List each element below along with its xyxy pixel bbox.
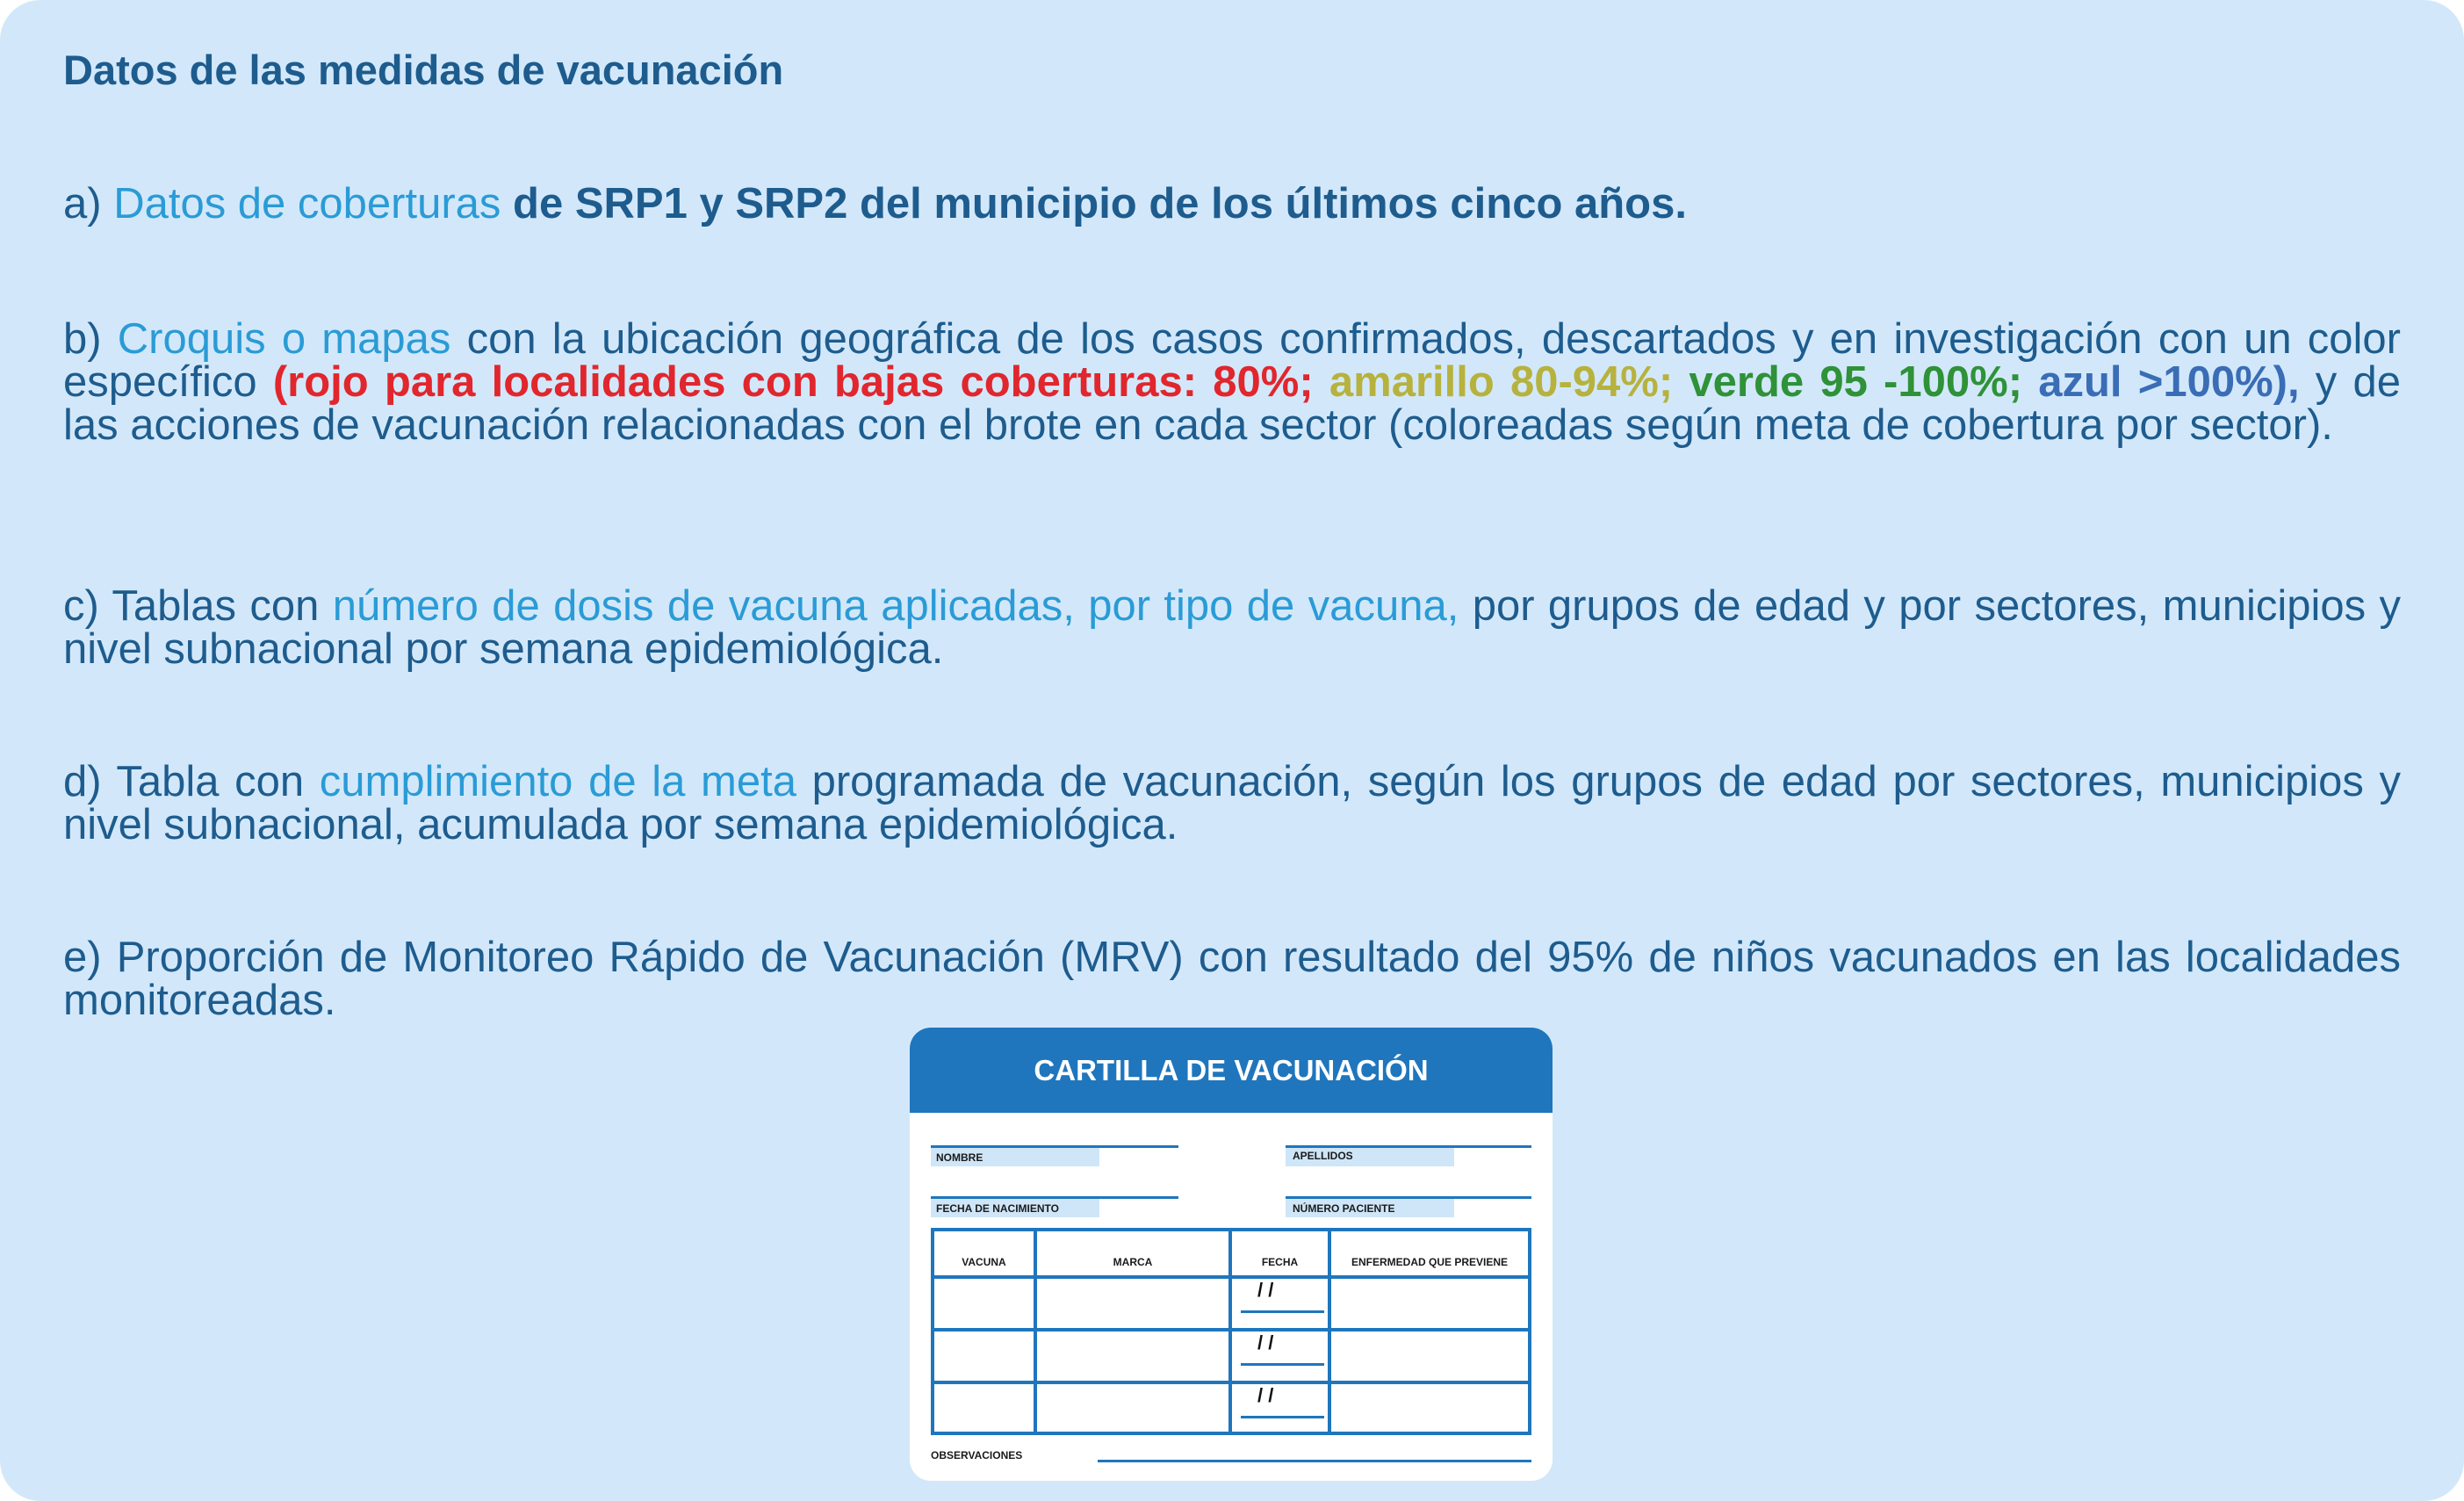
item-b-green: verde 95 -100%; [1673,358,2023,406]
column-header-enfermedad: ENFERMEDAD QUE PREVIENE [1351,1256,1509,1268]
fecha-nacimiento-field-line [931,1196,1178,1199]
table-divider [934,1381,1528,1384]
table-divider [934,1275,1528,1279]
date-line [1241,1363,1324,1366]
date-line [1241,1310,1324,1313]
apellidos-label: APELLIDOS [1293,1150,1353,1162]
apellidos-field-line [1286,1145,1531,1148]
item-e [63,936,2401,1022]
column-header-marca: MARCA [1113,1256,1153,1268]
column-header-fecha: FECHA [1261,1256,1299,1268]
card-header [910,1028,1553,1113]
date-separator: / / [1257,1279,1274,1301]
item-d-prefix: d) Tabla con [63,758,320,805]
numero-paciente-label: NÚMERO PACIENTE [1293,1202,1395,1215]
date-line [1241,1416,1324,1418]
item-b-yellow: amarillo 80-94%; [1313,358,1674,406]
item-b-highlight: Croquis o mapas [117,315,451,363]
item-b-text2: y de las acciones de vacunación relacionadas con el brote en cada sector (coloreadas según meta de cobertura por sector). [63,358,2402,449]
page-title: Datos de las medidas de vacunación [63,47,784,93]
item-a [63,180,2401,227]
item-b-red: (rojo para localidades con bajas coberturas: 80%; [272,358,1314,406]
observaciones-label: OBSERVACIONES [931,1449,1023,1461]
card-title: CARTILLA DE VACUNACIÓN [1034,1054,1429,1086]
observaciones-line [1098,1460,1531,1462]
item-a-highlight: Datos de coberturas [113,180,501,227]
item-d-rest: programada de vacunación, según los grupos de edad por sectores, municipios y nivel subnacional, acumulada por semana epidemiológica. [63,758,2401,848]
item-b-prefix: b) [63,315,118,363]
item-c [63,582,2402,673]
date-separator: / / [1257,1331,1274,1353]
item-b-text1: con la ubicación geográfica de los casos confirmados, descartados y en investigación con un color específico [63,315,2401,406]
nombre-label: NOMBRE [936,1151,983,1164]
table-divider [934,1328,1528,1331]
item-c-rest: por grupos de edad y por sectores, municipios y nivel subnacional por semana epidemiológica. [63,582,2402,673]
date-separator: / / [1257,1384,1274,1406]
numero-paciente-field-line [1286,1196,1531,1199]
fecha-nacimiento-label: FECHA DE NACIMIENTO [936,1202,1060,1215]
item-c-highlight: número de dosis de vacuna aplicadas, por tipo de vacuna, [332,582,1459,630]
item-a-prefix: a) [63,180,114,227]
item-a-rest: de SRP1 y SRP2 del municipio de los últimos cinco años. [501,180,1687,227]
item-b-blue: azul >100%), [2022,358,2300,406]
item-c-prefix: c) Tablas con [63,582,333,630]
nombre-field-line [931,1145,1178,1148]
item-d-highlight: cumplimiento de la meta [319,758,796,805]
item-d [63,758,2401,848]
item-e-text: e) Proporción de Monitoreo Rápido de Vacunación (MRV) con resultado del 95% de niños vacunados en las localidades monitoreadas. [63,934,2401,1024]
column-header-vacuna: VACUNA [962,1256,1006,1268]
vaccine-table [931,1228,1531,1435]
item-b [63,315,2402,449]
vaccination-card-illustration [910,1028,1553,1481]
